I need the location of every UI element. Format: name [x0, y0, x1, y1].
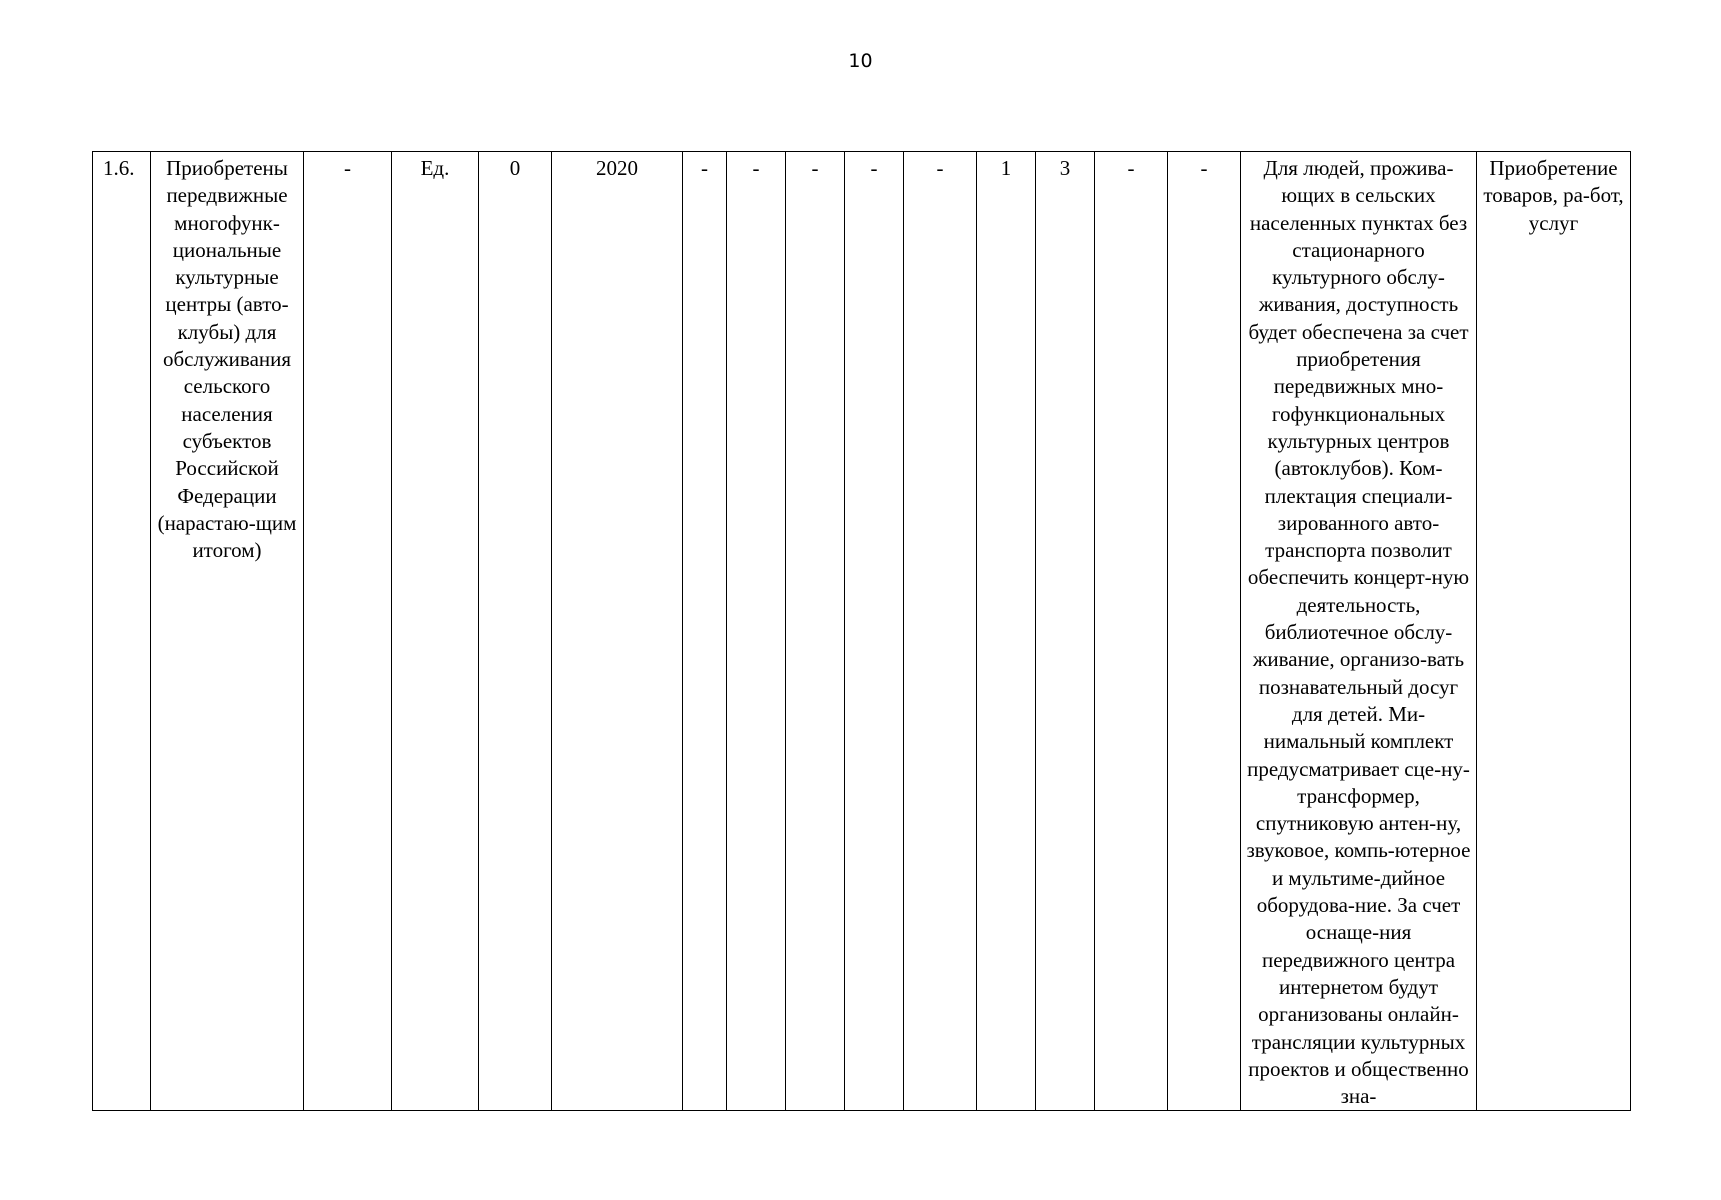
unit-value: Ед.	[420, 156, 450, 180]
year-2-value: -	[752, 156, 760, 180]
year-7-value: 3	[1059, 156, 1071, 180]
year-8-value: -	[1127, 156, 1135, 180]
row-number: 1.6.	[103, 156, 135, 180]
year-4-value: -	[870, 156, 878, 180]
year-8-cell	[1095, 152, 1168, 1111]
description-text: Для людей, прожива-ющих в сельских населенных пунктах без стационарного культурного обслу-живания, доступность будет обеспечена за счет приобретения передвижных мно-гофункциональных культурных центров (автоклубов). Ком-плектация специали-зированного авто-транспорта позволит обеспечить концерт-ную деятельность, библиотечное обслу-живание, организо-вать познавательный досуг для детей. Ми-нимальный комплект предусматривает сце-ну-трансформер, спутниковую антен-ну, звуковое, компь-ютерное и мультиме-дийное оборудова-ние. За счет оснаще-ния передвижного центра интернетом будут организованы онлайн-трансляции культурных проектов и общественно зна-	[1246, 156, 1471, 1109]
year-5-cell	[904, 152, 977, 1111]
table-row	[93, 152, 1631, 1111]
indicator-name-cell	[151, 152, 304, 1111]
year-2-cell	[727, 152, 786, 1111]
year-1-value: -	[701, 156, 708, 180]
year-9-value: -	[1200, 156, 1208, 180]
base-value-cell	[479, 152, 552, 1111]
year-3-cell	[786, 152, 845, 1111]
base-year: 2020	[596, 156, 638, 180]
year-7-cell	[1036, 152, 1095, 1111]
year-1-cell	[683, 152, 727, 1111]
row-number-cell	[93, 152, 151, 1111]
year-6-cell	[977, 152, 1036, 1111]
column-3-cell	[304, 152, 392, 1111]
year-6-value: 1	[1000, 156, 1012, 180]
indicator-name: Приобретены передвижные многофунк-циональные культурные центры (авто-клубы) для обслуживания сельского населения субъектов Российской Федерации (нарастаю-щим итогом)	[157, 156, 297, 563]
year-3-value: -	[811, 156, 819, 180]
year-9-cell	[1168, 152, 1241, 1111]
unit-cell	[392, 152, 479, 1111]
year-4-cell	[845, 152, 904, 1111]
base-value: 0	[509, 156, 521, 180]
description-cell	[1241, 152, 1477, 1111]
result-type-cell	[1477, 152, 1631, 1111]
base-year-cell	[552, 152, 683, 1111]
column-3-value: -	[344, 156, 351, 180]
year-5-value: -	[936, 156, 944, 180]
data-table	[92, 151, 1631, 1111]
page-number: 10	[848, 50, 873, 72]
result-type-text: Приобретение товаров, ра-бот, услуг	[1483, 156, 1624, 235]
